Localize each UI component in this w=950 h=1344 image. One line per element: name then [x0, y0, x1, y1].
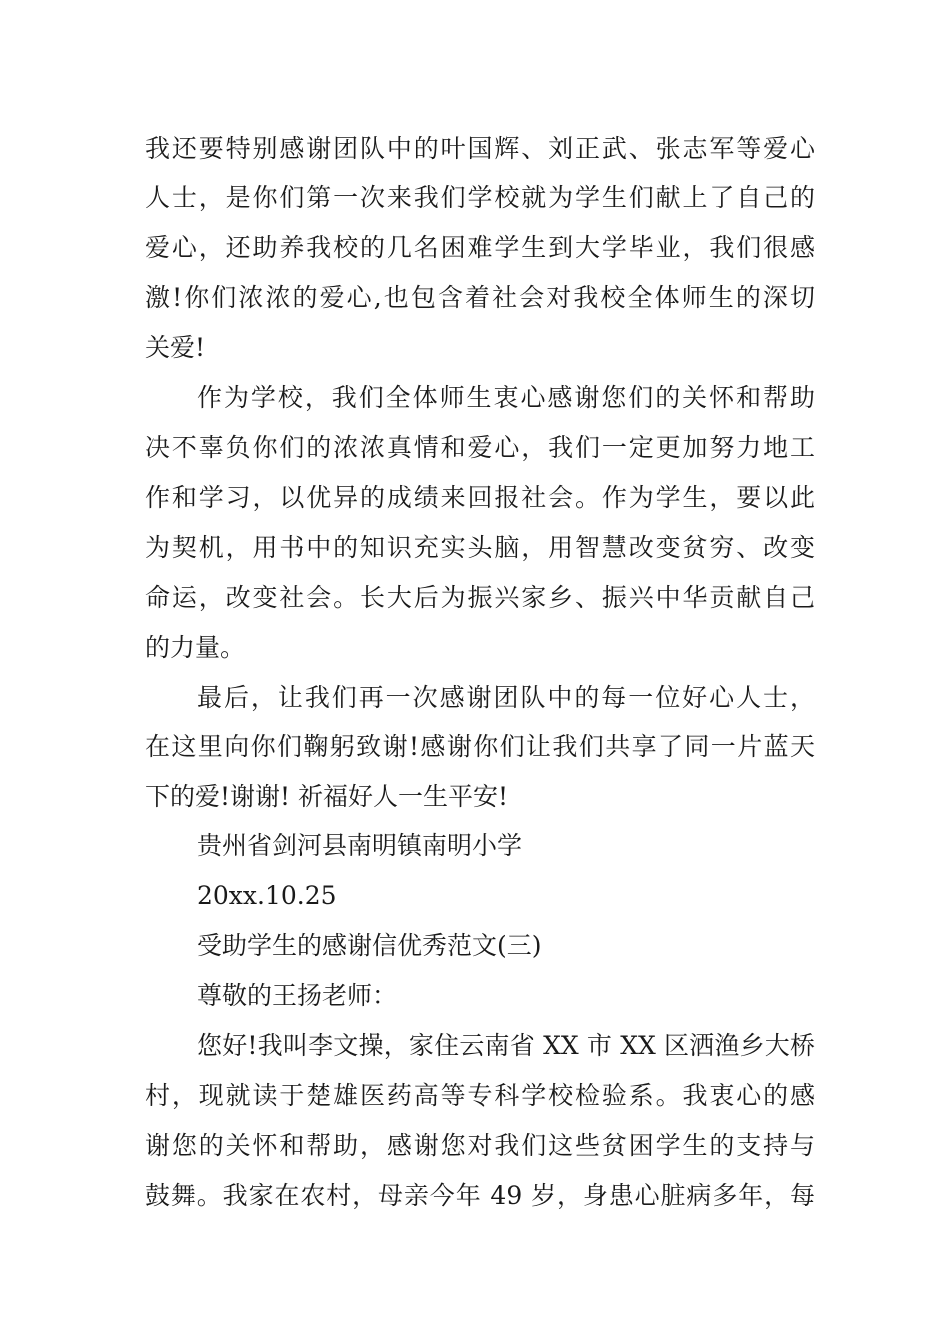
section-title: 受助学生的感谢信优秀范文(三): [197, 931, 542, 960]
paragraph-3-line-2: 在这里向你们鞠躬致谢!感谢你们让我们共享了同一片蓝天: [145, 732, 815, 761]
paragraph-3-line-1: 最后，让我们再一次感谢团队中的每一位好心人士，: [197, 683, 815, 712]
paragraph-2-line-6: 的力量。: [145, 633, 246, 662]
paragraph-1-line-1: 我还要特别感谢团队中的叶国辉、刘正武、张志军等爱心: [145, 134, 815, 163]
paragraph-1-line-4: 激!你们浓浓的爱心,也包含着社会对我校全体师生的深切: [145, 283, 815, 312]
paragraph-2-line-5: 命运，改变社会。长大后为振兴家乡、振兴中华贡献自己: [145, 583, 815, 612]
signature-school: 贵州省剑河县南明镇南明小学: [197, 831, 523, 860]
paragraph-2-line-2: 决不辜负你们的浓浓真情和爱心，我们一定更加努力地工: [145, 433, 815, 462]
paragraph-1-line-3: 爱心，还助养我校的几名困难学生到大学毕业，我们很感: [145, 233, 815, 262]
paragraph-2-line-1: 作为学校，我们全体师生衷心感谢您们的关怀和帮助: [197, 383, 815, 412]
paragraph-4-line-4: 鼓舞。我家在农村，母亲今年 49 岁，身患心脏病多年，每: [145, 1181, 815, 1210]
signature-date: 20xx.10.25: [197, 881, 337, 910]
paragraph-4-line-3: 谢您的关怀和帮助，感谢您对我们这些贫困学生的支持与: [145, 1131, 815, 1160]
paragraph-2-line-3: 作和学习，以优异的成绩来回报社会。作为学生，要以此: [145, 483, 815, 512]
salutation: 尊敬的王扬老师：: [197, 981, 398, 1010]
paragraph-3-line-3: 下的爱!谢谢! 祈福好人一生平安!: [145, 782, 509, 811]
paragraph-2-line-4: 为契机，用书中的知识充实头脑，用智慧改变贫穷、改变: [145, 533, 815, 562]
paragraph-1-line-5: 关爱!: [145, 333, 206, 362]
paragraph-1-line-2: 人士，是你们第一次来我们学校就为学生们献上了自己的: [145, 183, 815, 212]
paragraph-4-line-1: 您好!我叫李文操，家住云南省 XX 市 XX 区洒渔乡大桥: [197, 1031, 815, 1060]
paragraph-4-line-2: 村，现就读于楚雄医药高等专科学校检验系。我衷心的感: [145, 1081, 815, 1110]
